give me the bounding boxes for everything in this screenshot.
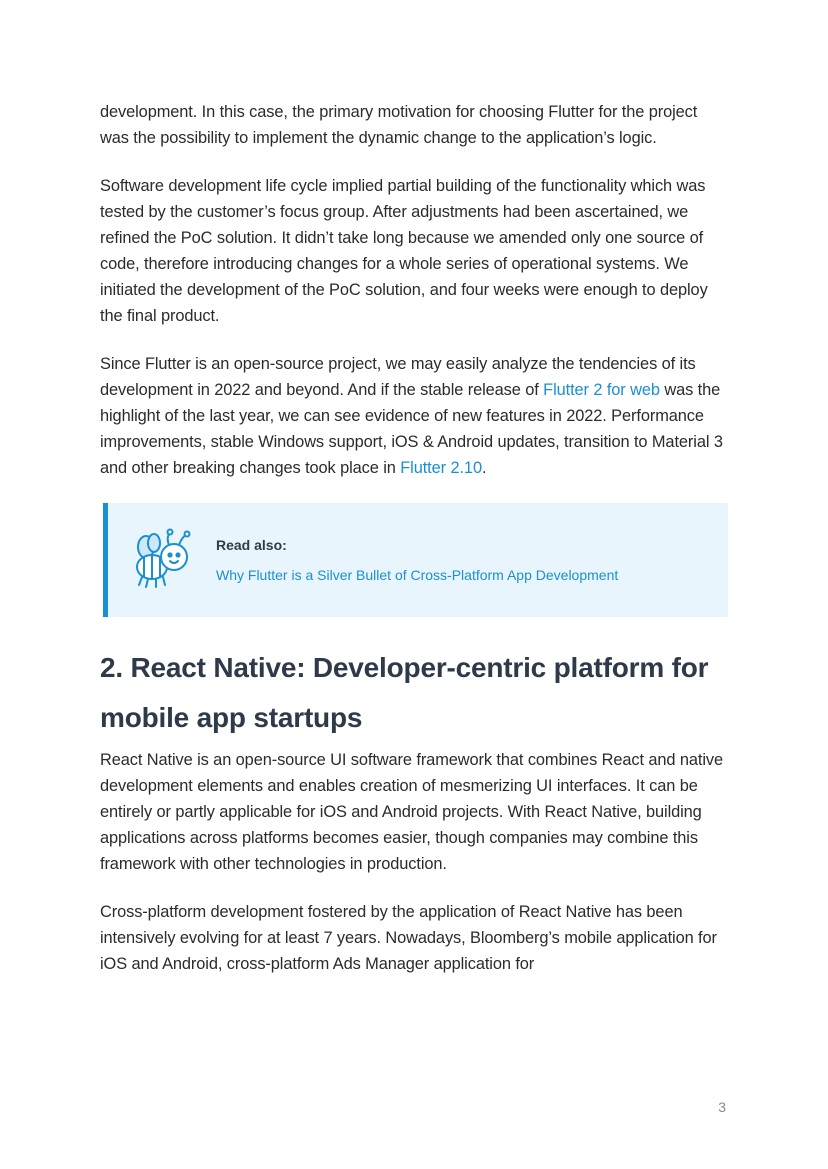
flutter-2-10-link[interactable]: Flutter 2.10 xyxy=(400,459,482,477)
paragraph-text: Since Flutter is an open-source project, we may easily analyze the tendencies of its development in 2022 and beyond. And if the stable release of xyxy=(100,355,696,399)
read-also-link[interactable]: Why Flutter is a Silver Bullet of Cross-Platform App Development xyxy=(216,567,619,583)
page-number: 3 xyxy=(718,1099,726,1115)
bee-mascot-icon xyxy=(130,527,196,593)
flutter-2-for-web-link[interactable]: Flutter 2 for web xyxy=(543,381,660,399)
paragraph-sdlc: Software development life cycle implied partial building of the functionality which was tested by the customer’s focus group. After adjustments had been ascertained, we refined the PoC solution. It didn’t take long because we amended only one source of code, therefore introducing changes for a whole series of operational systems. We initiated the development of the PoC solution, and four weeks were enough to deploy the final product. xyxy=(100,177,708,325)
paragraph-flutter-motivation: development. In this case, the primary motivation for choosing Flutter for the project was the possibility to implement the dynamic change to the application’s logic. xyxy=(100,103,698,147)
paragraph-text: . xyxy=(481,459,487,477)
read-also-callout xyxy=(103,503,728,617)
read-also-title: Read also: xyxy=(216,537,287,553)
paragraph-react-native-intro: React Native is an open-source UI software framework that combines React and native development elements and enables creation of mesmerizing UI interfaces. It can be entirely or partly applicable for iOS and Android projects. With React Native, building applications across platforms becomes easier, though companies may combine this framework with other technologies in production. xyxy=(100,751,724,873)
section-heading-react-native: 2. React Native: Developer-centric platform for mobile app startups xyxy=(100,652,709,733)
paragraph-text: was the highlight of the last year, we can see evidence of new features in 2022. Performance improvements, stable Windows support, iOS & Android updates, transition to Material 3 and other breaking changes took place in xyxy=(100,381,723,477)
paragraph-flutter-trends xyxy=(100,351,728,481)
document-body xyxy=(100,99,728,999)
paragraph-react-native-history: Cross-platform development fostered by the application of React Native has been intensively evolving for at least 7 years. Nowadays, Bloomberg’s mobile application for iOS and Android, cross-platform Ads Manager application for xyxy=(100,903,717,973)
